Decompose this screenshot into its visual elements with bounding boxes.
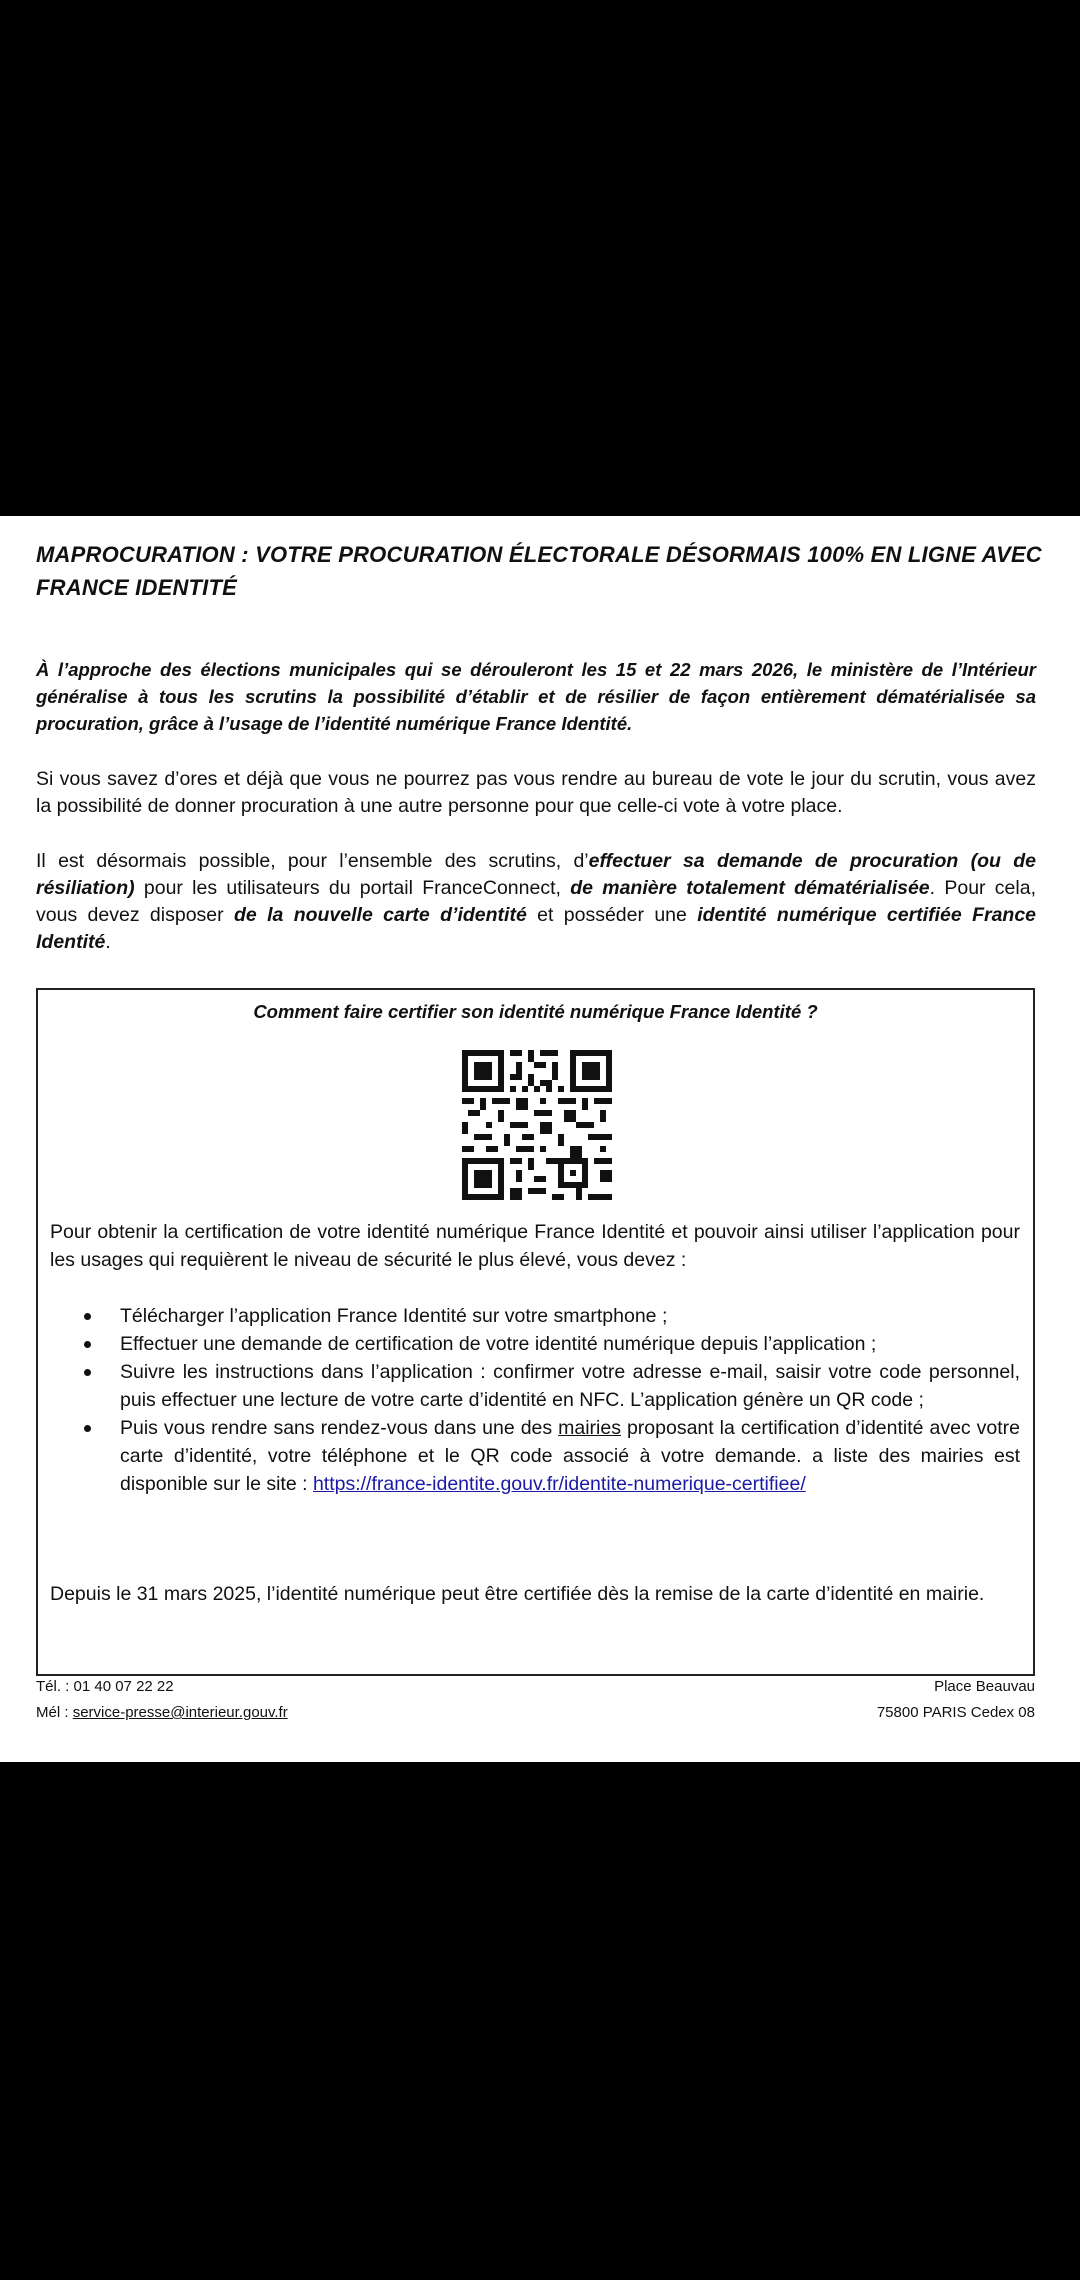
- paragraph-2-text-5: .: [105, 931, 111, 953]
- document-page: [0, 516, 1080, 1762]
- footer-tel: Tél. : 01 40 07 22 22: [36, 1678, 174, 1695]
- list-item: [50, 1302, 1020, 1330]
- paragraph-2-bold-2: de manière totalement dématérialisée: [570, 877, 930, 899]
- qr-code-icon[interactable]: [462, 1050, 612, 1200]
- top-black-area: [0, 0, 1080, 516]
- footer-mel-label: Mél :: [36, 1704, 73, 1721]
- mairies-link[interactable]: mairies: [558, 1417, 621, 1439]
- box-outro: Depuis le 31 mars 2025, l’identité numérique peut être certifiée dès la remise de la carte d’identité en mairie.: [50, 1583, 985, 1605]
- bottom-black-area: [0, 1762, 1080, 2280]
- step-text: Suivre les instructions dans l’application : confirmer votre adresse e-mail, saisir votre code personnel, puis effectuer une lecture de votre carte d’identité en NFC. L’application génère un QR code ;: [120, 1361, 1020, 1411]
- footer-address-line-1: Place Beauvau: [934, 1678, 1035, 1695]
- footer-address: [635, 1674, 1035, 1726]
- list-item: [50, 1414, 1020, 1498]
- paragraph-2-text-4: et posséder une: [526, 904, 698, 926]
- bullet-icon: [84, 1369, 91, 1376]
- step-text: Puis vous rendre sans rendez-vous dans une des: [120, 1417, 559, 1439]
- bullet-icon: [84, 1341, 91, 1348]
- paragraph-2-text-1: Il est désormais possible, pour l’ensemble des scrutins, d’: [36, 850, 589, 872]
- document-title: MAPROCURATION : VOTRE PROCURATION ÉLECTORALE DÉSORMAIS 100% EN LIGNE AVEC FRANCE IDENTITÉ: [36, 542, 1042, 600]
- certification-box: [36, 988, 1035, 1676]
- steps-list: [50, 1302, 1020, 1498]
- list-item: [50, 1358, 1020, 1414]
- paragraph-2-text-2: pour les utilisateurs du portail FranceConnect,: [134, 877, 571, 899]
- footer-address-line-2: 75800 PARIS Cedex 08: [876, 1704, 1035, 1721]
- paragraph-2-bold-4: identité numérique certifiée France Identité: [36, 904, 1037, 953]
- lead-paragraph: À l’approche des élections municipales qui se dérouleront les 15 et 22 mars 2026, le ministère de l’Intérieur généralise à tous les scrutins la possibilité d’établir et de résilier de façon entièrement dématérialisée sa procuration, grâce à l’usage de l’identité numérique France Identité.: [36, 659, 1036, 734]
- list-item: [50, 1330, 1020, 1358]
- step-text: Effectuer une demande de certification de votre identité numérique depuis l’application ;: [120, 1333, 877, 1355]
- step-text: Télécharger l’application France Identité sur votre smartphone ;: [120, 1305, 668, 1327]
- step-text-continued: proposant la certification d’identité avec votre carte d’identité, votre téléphone et le QR code associé à votre demande. a liste des mairies est disponible sur le site :: [120, 1417, 1021, 1495]
- paragraph-2-text-3: . Pour cela, vous devez disposer: [36, 877, 1036, 926]
- footer-contact: [36, 1674, 556, 1726]
- bullet-icon: [84, 1425, 91, 1432]
- bullet-icon: [84, 1313, 91, 1320]
- paragraph-2-bold-1: effectuer sa demande de procuration (ou de résiliation): [36, 850, 1036, 899]
- box-title: Comment faire certifier son identité numérique France Identité ?: [253, 1001, 818, 1022]
- box-intro: Pour obtenir la certification de votre identité numérique France Identité et pouvoir ainsi utiliser l’application pour les usages qui requièrent le niveau de sécurité le plus élevé, vous devez :: [50, 1221, 1020, 1271]
- paragraph-1: Si vous savez d’ores et déjà que vous ne pourrez pas vous rendre au bureau de vote le jour du scrutin, vous avez la possibilité de donner procuration à une autre personne pour que celle-ci vote à votre place.: [36, 768, 1036, 817]
- france-identite-url-link[interactable]: https://france-identite.gouv.fr/identite-numerique-certifiee/: [312, 1473, 806, 1495]
- footer-mel: [36, 1700, 556, 1726]
- footer-mel-link[interactable]: service-presse@interieur.gouv.fr: [72, 1704, 288, 1721]
- paragraph-2: [36, 848, 1036, 956]
- paragraph-2-bold-3: de la nouvelle carte d’identité: [233, 904, 527, 926]
